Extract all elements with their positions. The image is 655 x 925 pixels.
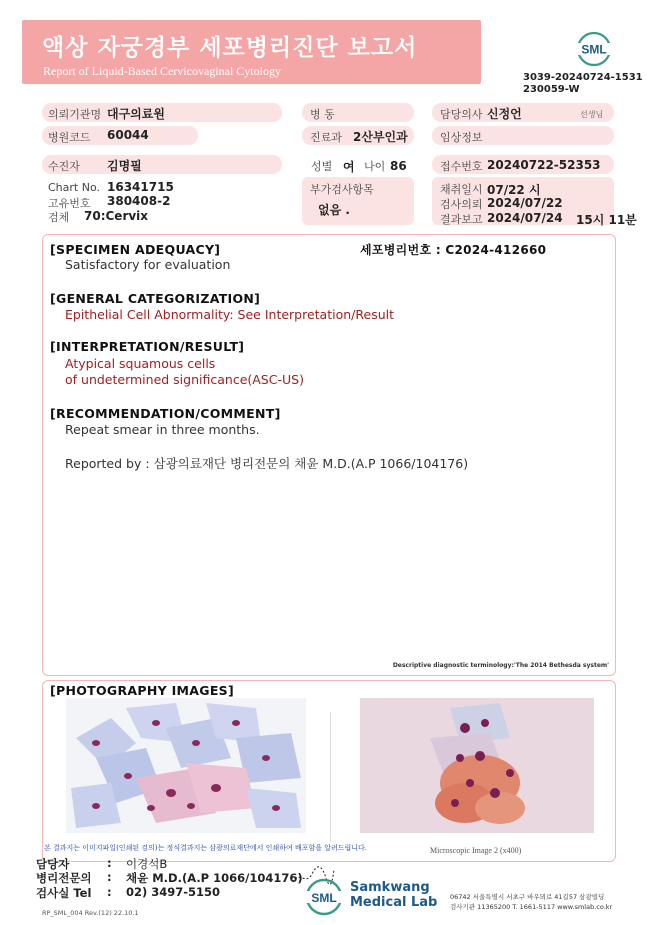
- specimen-value: 70:Cervix: [84, 209, 149, 223]
- result-time: 15시 11분: [576, 213, 637, 227]
- bethesda-footnote: Descriptive diagnostic terminology:'The 2014 Bethesda system': [392, 662, 609, 669]
- hospital-code-value: 60044: [107, 128, 149, 142]
- cytology-number: 세포병리번호 : C2024-412660: [360, 243, 547, 257]
- tel-value: 02) 3497-5150: [126, 885, 221, 899]
- tel-colon: :: [107, 885, 112, 899]
- interpretation-line2: of undetermined significance(ASC-US): [65, 372, 304, 387]
- company-address: 06742 서울특별시 서초구 바우뫼로 41길57 삼광빌딩 검사기관 11365200 T. 1661-5117 www.smlab.co.kr: [450, 893, 613, 911]
- unique-value: 380408-2: [107, 194, 171, 208]
- print-notice: 본 결과지는 이미지파일(인쇄된 검의)는 정식결과지는 삼광의료재단에서 인쇄하여 배포함을 알려드립니다.: [44, 844, 368, 852]
- microscopic-image-2: [360, 698, 594, 833]
- staff-value: 이경석B: [126, 857, 168, 871]
- general-text: Epithelial Cell Abnormality: See Interpretation/Result: [65, 307, 394, 322]
- hospital-code-label: 병원코드: [48, 131, 91, 144]
- result-label: 결과보고: [440, 213, 483, 226]
- image-2-caption: Microscopic Image 2 (x400): [430, 846, 522, 855]
- collect-label: 채취일시: [440, 183, 483, 196]
- reported-by: Reported by : 삼광의료재단 병리전문의 채윤 M.D.(A.P 1066/104176): [65, 456, 469, 471]
- age-value: 86: [390, 159, 407, 173]
- pathologist-label: 병리전문의: [36, 871, 92, 885]
- doctor-suffix: 선생님: [580, 110, 604, 119]
- sml-footer-logo-icon: [304, 877, 344, 917]
- photography-heading: [PHOTOGRAPHY IMAGES]: [50, 683, 234, 698]
- patient-value: 김명필: [107, 159, 142, 173]
- doctor-value: 신정언: [487, 107, 522, 121]
- recommendation-heading: [RECOMMENDATION/COMMENT]: [50, 406, 281, 421]
- request-label: 검사의뢰: [440, 198, 483, 211]
- recommendation-text: Repeat smear in three months.: [65, 422, 260, 437]
- unique-label: 고유번호: [48, 197, 91, 210]
- specimen-label: 검체: [48, 211, 70, 224]
- sex-value: 여: [343, 160, 355, 174]
- sex-label: 성별: [311, 160, 333, 173]
- request-value: 2024/07/22: [487, 196, 563, 210]
- staff-label: 담당자: [36, 857, 70, 871]
- adequacy-heading: [SPECIMEN ADEQUACY]: [50, 242, 221, 257]
- company-name: Samkwang Medical Lab: [350, 880, 438, 910]
- report-title-banner: [22, 20, 481, 84]
- pathologist-colon: :: [107, 870, 112, 884]
- dept-value: 2산부인과: [353, 130, 408, 144]
- report-subtitle: Report of Liquid-Based Cervicovaginal Cytology: [43, 64, 281, 78]
- result-value: 2024/07/24: [487, 211, 563, 225]
- report-box: [42, 234, 616, 676]
- adequacy-text: Satisfactory for evaluation: [65, 257, 231, 272]
- chart-value: 16341715: [107, 180, 174, 194]
- receipt-label: 접수번호: [440, 160, 483, 173]
- clinical-label: 임상정보: [440, 131, 483, 144]
- institution-label: 의뢰기관명: [48, 108, 102, 121]
- doctor-label: 담당의사: [440, 108, 483, 121]
- staff-colon: :: [107, 856, 112, 870]
- report-title: 액상 자궁경부 세포병리진단 보고서: [42, 35, 418, 61]
- collect-value: 07/22 시: [487, 183, 541, 197]
- extra-tests-label: 부가검사항목: [310, 183, 374, 196]
- ward-label: 병 동: [310, 108, 335, 121]
- receipt-value: 20240722-52353: [487, 158, 601, 172]
- patient-label: 수진자: [48, 160, 80, 173]
- logo-text: SML: [581, 42, 607, 57]
- interpretation-heading: [INTERPRETATION/RESULT]: [50, 339, 245, 354]
- extra-tests-value: 없음 .: [318, 203, 350, 217]
- chart-label: Chart No.: [48, 181, 100, 194]
- form-number: RP_SML_004 Rev.(12) 22.10.1: [42, 909, 139, 917]
- institution-value: 대구의료원: [107, 107, 165, 121]
- interpretation-line1: Atypical squamous cells: [65, 356, 216, 371]
- dept-label: 진료과: [310, 131, 342, 144]
- pathologist-value: 채윤 M.D.(A.P 1066/104176): [126, 871, 303, 885]
- document-number: 3039-20240724-1531 230059-W: [523, 72, 643, 95]
- image-divider: [330, 712, 331, 842]
- microscopic-image-1: [66, 698, 306, 833]
- footer-logo-text: SML: [311, 891, 337, 905]
- tel-label: 검사실 Tel: [36, 886, 92, 900]
- general-heading: [GENERAL CATEGORIZATION]: [50, 291, 261, 306]
- age-label: 나이: [364, 160, 386, 173]
- sml-logo-icon: [575, 30, 613, 68]
